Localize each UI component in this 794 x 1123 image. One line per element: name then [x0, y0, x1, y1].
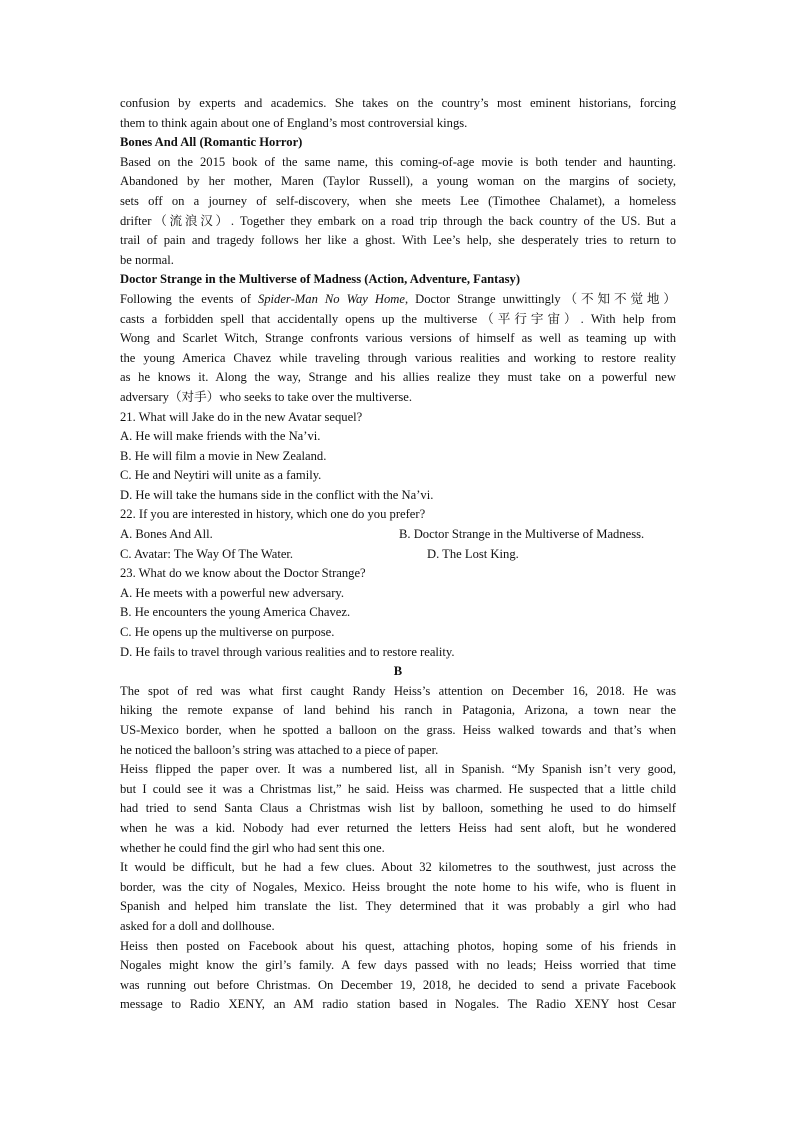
continuation-line-1: confusion by experts and academics. She takes on the country’s most eminent historians, forcing — [120, 96, 676, 110]
strange-line-3: Wong and Scarlet Witch, Strange confronts various versions of himself as well as teaming up with — [120, 331, 676, 346]
q22-option-d[interactable]: D. The Lost King. — [427, 546, 519, 561]
q22-options-row-1 — [120, 525, 676, 545]
continuation-line-2: them to think again about one of England’s most controversial kings. — [120, 115, 468, 130]
strange-film-title: Spider-Man No Way Home — [257, 291, 405, 306]
b-para2-line-4: when he was a kid. Nobody had ever returned the letters Heiss had sent aloft, but he wondered — [120, 820, 676, 835]
bones-line-1: Based on the 2015 book of the same name, this coming-of-age movie is both tender and haunting. — [120, 154, 676, 169]
strange-line-4: the young America Chavez while traveling through various realities and working to restore reality — [120, 350, 676, 365]
bones-line-5: trail of pain and tragedy follows her like a ghost. With Lee’s help, she desperately tries to return to — [120, 233, 676, 248]
bones-line-3: sets off on a journey of self-discovery, when she meets Lee (Timothee Chalamet), a homeless — [120, 193, 676, 208]
bones-line-6: be normal. — [120, 252, 174, 267]
bones-line-4: drifter（流浪汉）. Together they embark on a road trip through the back country of the US. But a — [120, 213, 676, 228]
b-para1-line-3: US-Mexico border, when he spotted a balloon on the grass. Heiss walked towards and that’s when — [120, 723, 676, 737]
b-para1-line-2: hiking the remote expanse of land behind his ranch in Patagonia, Arizona, a town near the — [120, 703, 676, 718]
q22-option-c[interactable]: C. Avatar: The Way Of The Water. — [120, 546, 294, 561]
b-para3-line-3: Spanish and helped him translate the list. They determined that it was probably a girl who had — [120, 899, 676, 914]
strange-line-1-post: , Doctor Strange unwittingly（不知不觉地） — [404, 291, 676, 306]
b-para4-line-1: Heiss then posted on Facebook about his quest, attaching photos, hoping some of his friends in — [120, 938, 676, 953]
strange-line-2: casts a forbidden spell that accidentally opens up the multiverse（平行宇宙）. With help from — [120, 311, 676, 326]
b-para3-line-2: border, was the city of Nogales, Mexico. Heiss brought the note home to his wife, who is fluent in — [120, 879, 676, 894]
strange-line-1-pre: Following the events of — [120, 291, 258, 306]
question-21: 21. What will Jake do in the new Avatar sequel? — [120, 409, 363, 424]
b-para2-line-1: Heiss flipped the paper over. It was a numbered list, all in Spanish. “My Spanish isn’t very good, — [120, 762, 676, 777]
q22-option-a[interactable]: A. Bones And All. — [120, 527, 213, 542]
b-para2-line-5: whether he could find the girl who had sent this one. — [120, 840, 385, 855]
q22-options-row-2 — [120, 545, 676, 565]
q23-option-b[interactable]: B. He encounters the young America Chavez. — [120, 605, 351, 620]
strange-line-5: as he knows it. Along the way, Strange and his allies realize they must take on a powerful new — [120, 370, 676, 385]
b-para3-line-4: asked for a doll and dollhouse. — [120, 918, 275, 933]
section-b-label: B — [393, 664, 403, 679]
bones-line-2: Abandoned by her mother, Maren (Taylor Russell), a young woman on the margins of society, — [120, 174, 676, 189]
strange-line-6: adversary（对手）who seeks to take over the multiverse. — [120, 389, 413, 404]
b-para2-line-2: but I could see it was a Christmas list,” he said. Heiss was charmed. He suspected that a little child — [120, 781, 676, 796]
b-para1-line-1: The spot of red was what first caught Randy Heiss’s attention on December 16, 2018. He was — [120, 683, 676, 698]
q21-option-a[interactable]: A. He will make friends with the Na’vi. — [120, 429, 321, 444]
q23-option-d[interactable]: D. He fails to travel through various realities and to restore reality. — [120, 644, 455, 659]
q21-option-d[interactable]: D. He will take the humans side in the conflict with the Na’vi. — [120, 487, 434, 502]
q21-option-b[interactable]: B. He will film a movie in New Zealand. — [120, 448, 327, 463]
q23-option-a[interactable]: A. He meets with a powerful new adversary. — [120, 585, 345, 600]
b-para3-line-1: It would be difficult, but he had a few clues. About 32 kilometres to the southwest, just across the — [120, 860, 676, 875]
question-23: 23. What do we know about the Doctor Strange? — [120, 566, 366, 581]
document-page — [120, 94, 676, 1015]
strange-line-1 — [120, 290, 676, 310]
b-para4-line-3: was running out before Christmas. On December 19, 2018, he decided to send a private Facebook — [120, 977, 676, 992]
b-para4-line-2: Nogales might know the girl’s family. A few days passed with no leads; Heiss worried that time — [120, 958, 676, 973]
q21-option-c[interactable]: C. He and Neytiri will unite as a family. — [120, 468, 322, 483]
q22-option-b[interactable]: B. Doctor Strange in the Multiverse of Madness. — [399, 527, 645, 542]
q23-option-c[interactable]: C. He opens up the multiverse on purpose. — [120, 625, 335, 640]
strange-heading: Doctor Strange in the Multiverse of Madness (Action, Adventure, Fantasy) — [120, 272, 521, 287]
b-para2-line-3: had tried to send Santa Claus a Christmas wish list by balloon, something he used to do himself — [120, 801, 676, 816]
b-para4-line-4: message to Radio XENY, an AM radio station based in Nogales. The Radio XENY host Cesar — [120, 997, 676, 1012]
bones-heading: Bones And All (Romantic Horror) — [120, 135, 303, 150]
question-22: 22. If you are interested in history, which one do you prefer? — [120, 507, 426, 522]
b-para1-line-4: he noticed the balloon’s string was attached to a piece of paper. — [120, 742, 439, 757]
